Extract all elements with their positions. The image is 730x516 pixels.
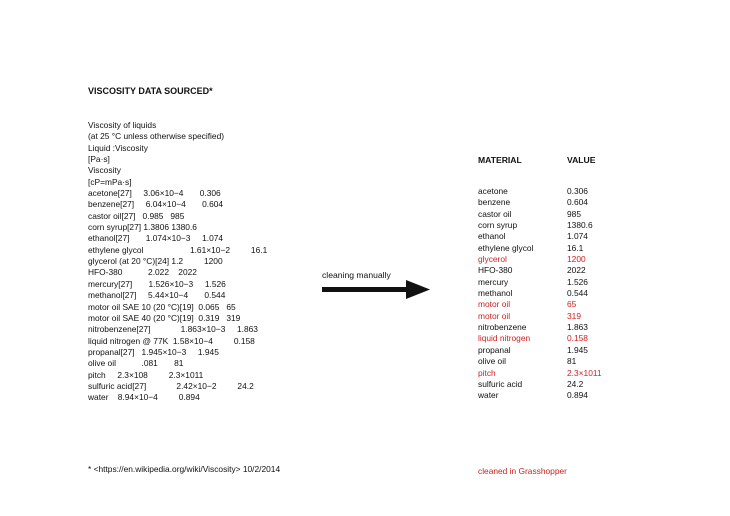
value-cell: 0.604 bbox=[567, 197, 588, 208]
material-cell: nitrobenzene bbox=[478, 322, 527, 333]
material-cell: corn syrup bbox=[478, 220, 518, 231]
value-cell: 2022 bbox=[567, 265, 586, 276]
raw-line: ethanol[27] 1.074×10−3 1.074 bbox=[88, 233, 224, 244]
table-row bbox=[478, 390, 602, 401]
cleaned-note: cleaned in Grasshopper bbox=[478, 466, 567, 476]
raw-line: (at 25 °C unless otherwise specified) bbox=[88, 131, 225, 142]
table-row bbox=[478, 220, 602, 231]
right-arrow-icon bbox=[320, 280, 432, 300]
table-row bbox=[478, 254, 602, 265]
table-row bbox=[478, 356, 602, 367]
raw-line: motor oil SAE 40 (20 °C)[19] 0.319 319 bbox=[88, 312, 241, 323]
table-row bbox=[478, 311, 602, 322]
raw-line: [Pa·s] bbox=[88, 154, 110, 165]
material-cell: benzene bbox=[478, 197, 511, 208]
value-cell: 0.894 bbox=[567, 390, 588, 401]
value-cell: 16.1 bbox=[567, 242, 584, 253]
material-cell: pitch bbox=[478, 367, 496, 378]
raw-line: [cP=mPa·s] bbox=[88, 176, 132, 187]
value-cell: 1.945 bbox=[567, 344, 588, 355]
raw-line: motor oil SAE 10 (20 °C)[19] 0.065 65 bbox=[88, 301, 236, 312]
raw-line: propanal[27] 1.945×10−3 1.945 bbox=[88, 346, 219, 357]
cleaned-table bbox=[478, 186, 602, 402]
material-cell: liquid nitrogen bbox=[478, 333, 531, 344]
value-cell: 319 bbox=[567, 310, 581, 321]
material-cell: water bbox=[478, 390, 499, 401]
table-row bbox=[478, 299, 602, 310]
material-cell: castor oil bbox=[478, 208, 512, 219]
raw-line: olive oil .081 81 bbox=[88, 358, 184, 369]
value-cell: 81 bbox=[567, 356, 577, 367]
table-row bbox=[478, 333, 602, 344]
material-cell: mercury bbox=[478, 276, 509, 287]
raw-line: liquid nitrogen @ 77K 1.58×10−4 0.158 bbox=[88, 335, 255, 346]
raw-line: sulfuric acid[27] 2.42×10−2 24.2 bbox=[88, 380, 254, 391]
value-cell: 1.074 bbox=[567, 231, 588, 242]
table-row bbox=[478, 243, 602, 254]
table-row bbox=[478, 322, 602, 333]
value-cell: 2.3×1011 bbox=[567, 367, 602, 378]
column-header-material: MATERIAL bbox=[478, 155, 522, 165]
value-cell: 24.2 bbox=[567, 378, 584, 389]
raw-line: methanol[27] 5.44×10−4 0.544 bbox=[88, 290, 226, 301]
value-cell: 1.526 bbox=[567, 276, 588, 287]
raw-line: nitrobenzene[27] 1.863×10−3 1.863 bbox=[88, 324, 258, 335]
arrow-label: cleaning manually bbox=[322, 270, 391, 280]
material-cell: methanol bbox=[478, 288, 513, 299]
material-cell: propanal bbox=[478, 344, 511, 355]
value-cell: 0.544 bbox=[567, 288, 588, 299]
raw-line: Viscosity of liquids bbox=[88, 120, 157, 130]
material-cell: motor oil bbox=[478, 310, 511, 321]
material-cell: glycerol bbox=[478, 254, 507, 265]
material-cell: olive oil bbox=[478, 356, 506, 367]
table-row bbox=[478, 231, 602, 242]
raw-data-block bbox=[88, 120, 267, 404]
value-cell: 1380.6 bbox=[567, 220, 593, 231]
material-cell: HFO-380 bbox=[478, 265, 513, 276]
table-row bbox=[478, 186, 602, 197]
table-row bbox=[478, 345, 602, 356]
footnote: * <https://en.wikipedia.org/wiki/Viscosity> 10/2/2014 bbox=[88, 464, 281, 474]
page-title: VISCOSITY DATA SOURCED* bbox=[88, 86, 213, 96]
raw-line: glycerol (at 20 °C)[24] 1.2 1200 bbox=[88, 256, 223, 267]
table-row bbox=[478, 368, 602, 379]
raw-line: castor oil[27] 0.985 985 bbox=[88, 210, 185, 221]
raw-line: water 8.94×10−4 0.894 bbox=[88, 392, 200, 403]
material-cell: sulfuric acid bbox=[478, 378, 523, 389]
column-header-value: VALUE bbox=[567, 155, 596, 165]
raw-line: benzene[27] 6.04×10−4 0.604 bbox=[88, 199, 224, 210]
value-cell: 0.306 bbox=[567, 186, 588, 196]
raw-line: pitch 2.3×108 2.3×1011 bbox=[88, 369, 204, 380]
table-row bbox=[478, 197, 602, 208]
material-cell: ethanol bbox=[478, 231, 506, 242]
value-cell: 65 bbox=[567, 299, 577, 310]
value-cell: 0.158 bbox=[567, 333, 588, 344]
raw-line: Liquid :Viscosity bbox=[88, 142, 148, 153]
raw-line: HFO-380 2.022 2022 bbox=[88, 267, 197, 278]
raw-line: ethylene glycol 1.61×10−2 16.1 bbox=[88, 244, 268, 255]
raw-line: Viscosity bbox=[88, 165, 121, 176]
material-cell: motor oil bbox=[478, 299, 511, 310]
raw-line: corn syrup[27] 1.3806 1380.6 bbox=[88, 222, 197, 233]
table-row bbox=[478, 379, 602, 390]
material-cell: ethylene glycol bbox=[478, 242, 534, 253]
table-row bbox=[478, 277, 602, 288]
value-cell: 1200 bbox=[567, 254, 586, 265]
table-row bbox=[478, 265, 602, 276]
raw-line: acetone[27] 3.06×10−4 0.306 bbox=[88, 188, 221, 199]
material-cell: acetone bbox=[478, 186, 508, 196]
value-cell: 1.863 bbox=[567, 322, 588, 333]
value-cell: 985 bbox=[567, 208, 581, 219]
raw-line: mercury[27] 1.526×10−3 1.526 bbox=[88, 278, 226, 289]
table-row bbox=[478, 209, 602, 220]
table-row bbox=[478, 288, 602, 299]
